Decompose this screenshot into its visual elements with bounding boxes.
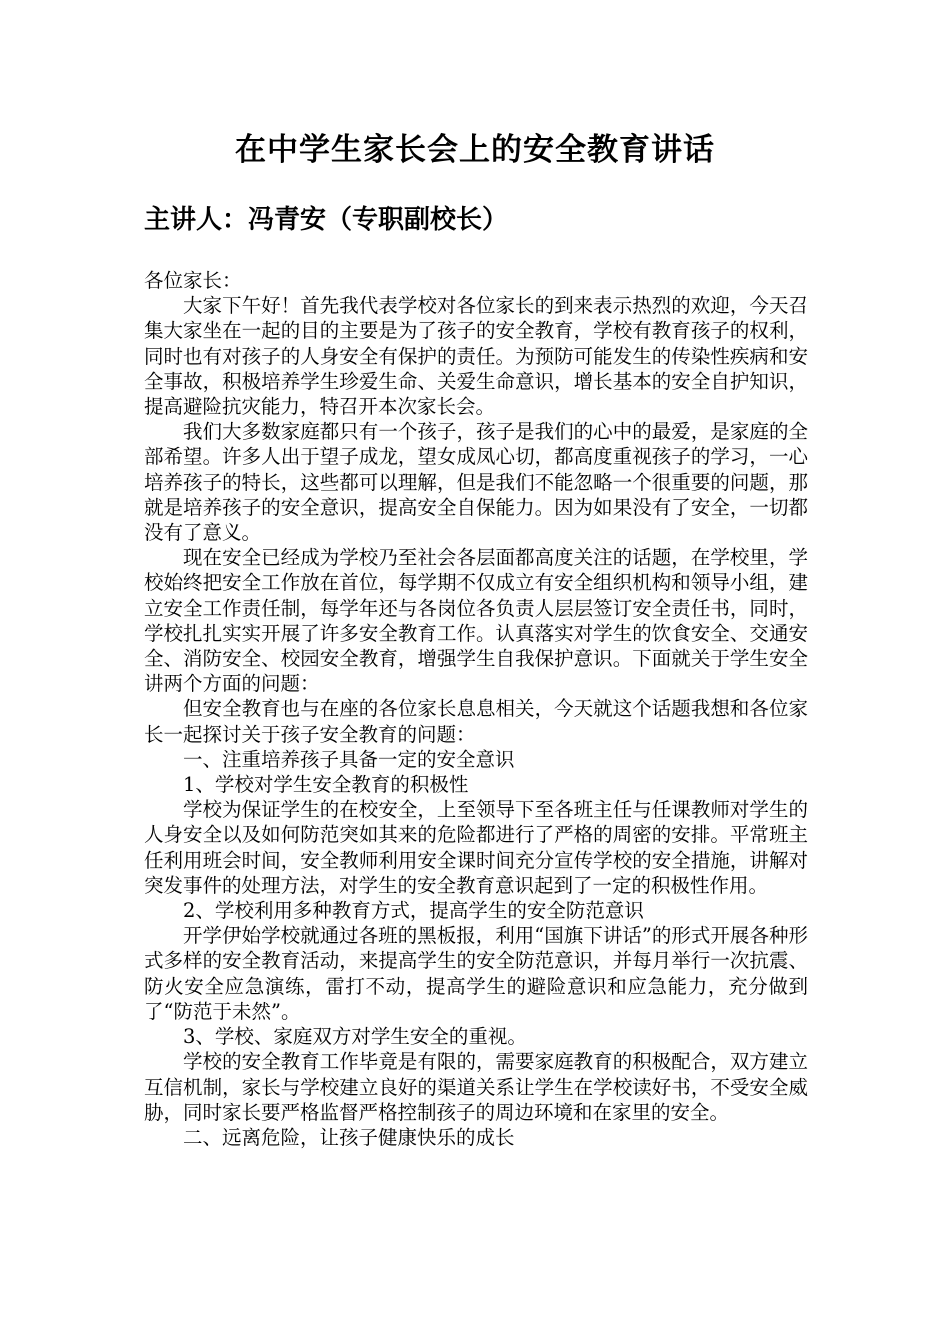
subheading-3: 3、学校、家庭双方对学生安全的重视。 (183, 1025, 527, 1049)
document-body (144, 268, 808, 1150)
paragraph-school-safety-work: 现在安全已经成为学校乃至社会各层面都高度关注的话题，在学校里，学校始终把安全工作放在首位，每学期不仅成立有安全组织机构和领导小组，建立安全工作责任制，每学年还与各岗位各负责人层层签订安全责任书，同时，学校扎扎实实开展了许多安全教育工作。认真落实对学生的饮食安全、交通安全、消防安全、校园安全教育，增强学生自我保护意识。下面就关于学生安全讲两个方面的问题： (144, 546, 808, 696)
paragraph-education-methods: 开学伊始学校就通过各班的黑板报，利用“国旗下讲话”的形式开展各种形式多样的安全教育活动，来提高学生的安全防范意识，并每月举行一次抗震、防火安全应急演练，雷打不动，提高学生的避险意识和应急能力，充分做到了“防范于未然”。 (144, 924, 808, 1023)
subheading-1: 1、学校对学生安全教育的积极性 (183, 773, 469, 797)
document-title: 在中学生家长会上的安全教育讲话 (235, 132, 715, 168)
paragraph-family-hope: 我们大多数家庭都只有一个孩子，孩子是我们的心中的最爱，是家庭的全部希望。许多人出于望子成龙，望女成凤心切，都高度重视孩子的学习，一心培养孩子的特长，这些都可以理解，但是我们不能忽略一个很重要的问题，那就是培养孩子的安全意识，提高安全自保能力。因为如果没有了安全，一切都没有了意义。 (144, 420, 808, 545)
paragraph-home-school-cooperation: 学校的安全教育工作毕竟是有限的，需要家庭教育的积极配合，双方建立互信机制，家长与学校建立良好的渠道关系让学生在学校读好书，不受安全威胁，同时家长要严格监督严格控制孩子的周边环境和在家里的安全。 (144, 1050, 808, 1124)
subheading-2: 2、学校利用多种教育方式，提高学生的安全防范意识 (183, 899, 644, 923)
section-heading-2: 二、远离危险，让孩子健康快乐的成长 (183, 1125, 515, 1149)
salutation: 各位家长： (144, 269, 242, 292)
paragraph-welcome: 大家下午好！首先我代表学校对各位家长的到来表示热烈的欢迎，今天召集大家坐在一起的目的主要是为了孩子的安全教育，学校有教育孩子的权利，同时也有对孩子的人身安全有保护的责任。为预防可能发生的传染性疾病和安全事故，积极培养学生珍爱生命、关爱生命意识，增长基本的安全自护知识，提高避险抗灾能力，特召开本次家长会。 (144, 294, 808, 419)
paragraph-school-arrangements: 学校为保证学生的在校安全，上至领导下至各班主任与任课教师对学生的人身安全以及如何防范突如其来的危险都进行了严格的周密的安排。平常班主任利用班会时间，安全教师利用安全课时间充分宣传学校的安全措施，讲解对突发事件的处理方法，对学生的安全教育意识起到了一定的积极性作用。 (144, 798, 808, 897)
section-heading-1: 一、注重培养孩子具备一定的安全意识 (183, 747, 515, 771)
paragraph-parents-involvement: 但安全教育也与在座的各位家长息息相关，今天就这个话题我想和各位家长一起探讨关于孩子安全教育的问题： (144, 697, 808, 746)
speaker-line: 主讲人：冯青安（专职副校长） (144, 205, 509, 235)
